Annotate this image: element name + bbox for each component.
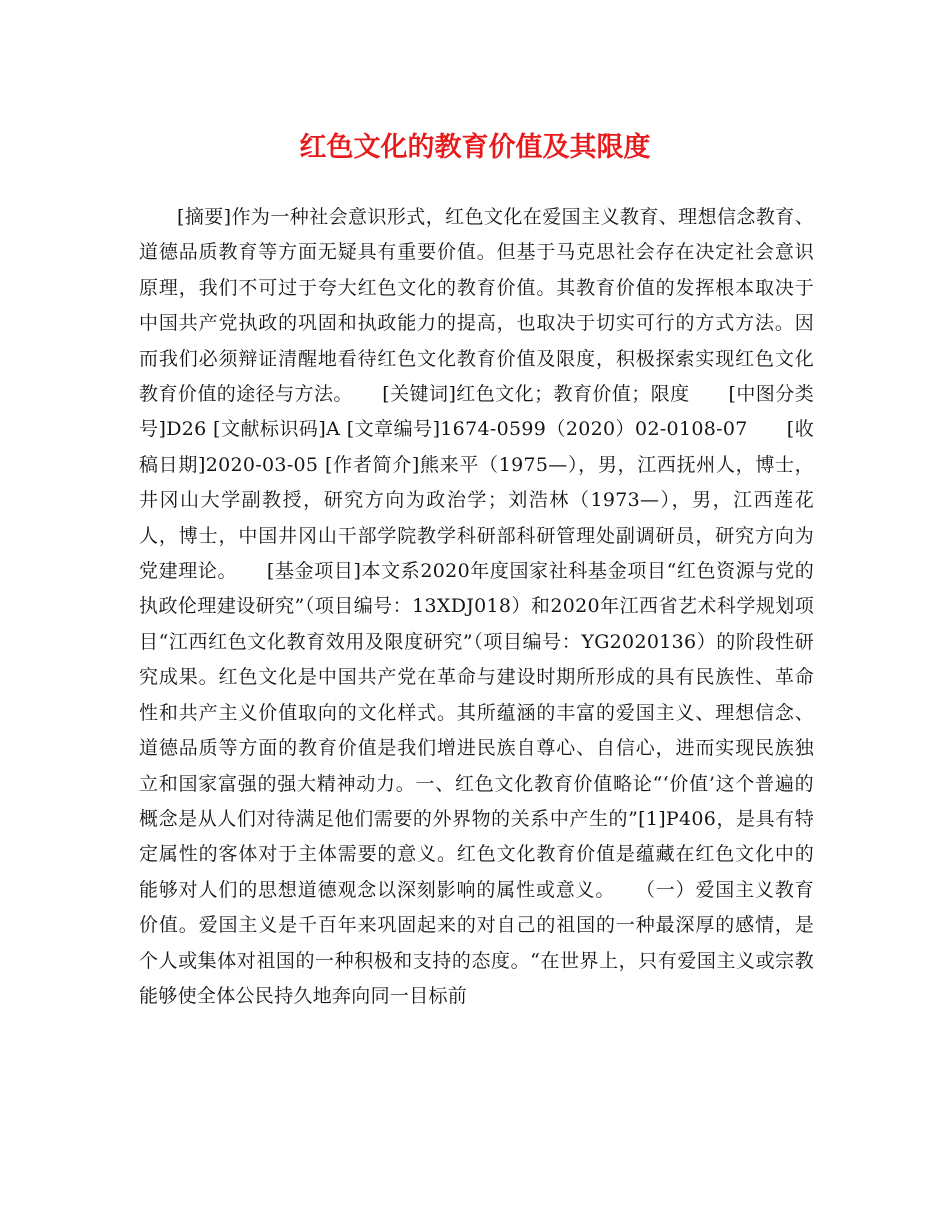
document-body: [摘要]作为一种社会意识形式，红色文化在爱国主义教育、理想信念教育、道德品质教育等方面无疑具有重要价值。但基于马克思社会存在决定社会意识原理，我们不可过于夸大红色文化的教育价值。其教育价值的发挥根本取决于中国共产党执政的巩固和执政能力的提高，也取决于切实可行的方式方法。因而我们必须辩证清醒地看待红色文化教育价值及限度，积极探索实现红色文化教育价值的途径与方法。 [关键词]红色文化；教育价值；限度 [中图分类号]D26 [文献标识码]A [文章编号]1674-0599（2020）02-0108-07 [收稿日期]2020-03-05 [作者简介]熊来平（1975—），男，江西抚州人，博士，井冈山大学副教授，研究方向为政治学；刘浩林（1973—），男，江西莲花人，博士，中国井冈山干部学院教学科研部科研管理处副调研员，研究方向为党建理论。 [基金项目]本文系2020年度国家社科基金项目“红色资源与党的执政伦理建设研究”（项目编号：13XDJ018）和2020年江西省艺术科学规划项目“江西红色文化教育效用及限度研究”（项目编号：YG2020136）的阶段性研究成果。红色文化是中国共产党在革命与建设时期所形成的具有民族性、革命性和共产主义价值取向的文化样式。其所蕴涵的丰富的爱国主义、理想信念、道德品质等方面的教育价值是我们增进民族自尊心、自信心，进而实现民族独立和国家富强的强大精神动力。一、红色文化教育价值略论“‘价值’这个普遍的概念是从人们对待满足他们需要的外界物的关系中产生的”[1]P406，是具有特定属性的客体对于主体需要的意义。红色文化教育价值是蕴藏在红色文化中的能够对人们的思想道德观念以深刻影响的属性或意义。 （一）爱国主义教育价值。爱国主义是千百年来巩固起来的对自己的祖国的一种最深厚的感情，是个人或集体对祖国的一种积极和支持的态度。“在世界上，只有爱国主义或宗教能够使全体公民持久地奔向同一目标前 <box>139 206 814 1007</box>
document-title: 红色文化的教育价值及其限度 <box>299 132 651 163</box>
